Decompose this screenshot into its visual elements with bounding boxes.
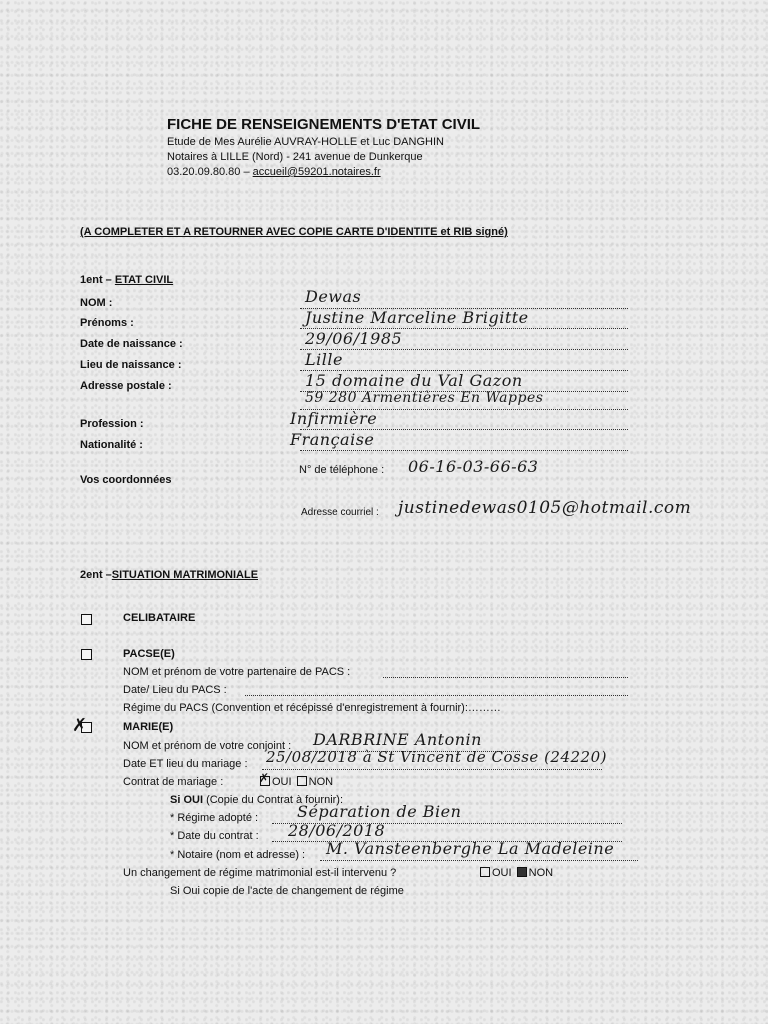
- adresse-value-line2[interactable]: 59 280 Armentières En Wappes: [305, 390, 544, 406]
- pacs-date-label: Date/ Lieu du PACS :: [123, 684, 227, 696]
- changement-non-label: NON: [528, 867, 554, 879]
- office-line: Etude de Mes Aurélie AUVRAY-HOLLE et Luc DANGHIN: [167, 136, 444, 148]
- telephone-value[interactable]: 06-16-03-66-63: [408, 457, 539, 476]
- nom-value[interactable]: Dewas: [305, 287, 362, 306]
- office-email-link[interactable]: accueil@59201.notaires.fr: [252, 166, 381, 178]
- telephone-label: N° de téléphone :: [299, 464, 385, 476]
- office-phone: 03.20.09.80.80 –: [167, 166, 250, 178]
- prenoms-label: Prénoms :: [80, 317, 134, 329]
- contrat-non-label: NON: [308, 776, 334, 788]
- changement-oui-checkbox[interactable]: [480, 867, 490, 877]
- pacse-label: PACSE(E): [123, 648, 175, 660]
- date-naissance-label: Date de naissance :: [80, 338, 183, 350]
- marie-label: MARIE(E): [123, 721, 174, 733]
- contrat-options: [259, 771, 334, 788]
- contrat-non-checkbox[interactable]: [297, 776, 307, 786]
- pacs-regime-label: Régime du PACS (Convention et récépissé d'enregistrement à fournir):………: [123, 702, 501, 714]
- marie-check-mark: ✗: [72, 715, 88, 736]
- date-contrat-label: * Date du contrat :: [170, 830, 259, 842]
- coordonnees-label: Vos coordonnées: [80, 474, 172, 486]
- courriel-label: Adresse courriel :: [301, 507, 379, 518]
- contrat-oui-checkbox[interactable]: ✗: [259, 771, 270, 785]
- notaire-label: * Notaire (nom et adresse) :: [170, 849, 306, 861]
- conjoint-value[interactable]: DARBRINE Antonin: [313, 730, 482, 749]
- pacse-checkbox[interactable]: [81, 649, 92, 660]
- lieu-naissance-value[interactable]: Lille: [305, 350, 343, 369]
- pacs-partner-label: NOM et prénom de votre partenaire de PACS :: [123, 666, 351, 678]
- contact-line: [167, 166, 381, 178]
- contrat-oui-label: OUI: [272, 776, 292, 788]
- section2-heading: 2ent –SITUATION MATRIMONIALE: [80, 569, 259, 581]
- nom-label: NOM :: [80, 297, 113, 309]
- page-title: FICHE DE RENSEIGNEMENTS D'ETAT CIVIL: [167, 116, 481, 133]
- changement-non-checkbox[interactable]: [517, 867, 527, 877]
- courriel-value[interactable]: justinedewas0105@hotmail.com: [398, 498, 692, 518]
- lieu-naissance-label: Lieu de naissance :: [80, 359, 182, 371]
- changement-options: [480, 867, 553, 879]
- contrat-label: Contrat de mariage :: [123, 776, 224, 788]
- changement-label: Un changement de régime matrimonial est-il intervenu ?: [123, 867, 397, 879]
- address-line: Notaires à LILLE (Nord) - 241 avenue de Dunkerque: [167, 151, 423, 163]
- conjoint-label: NOM et prénom de votre conjoint :: [123, 740, 292, 752]
- changement-note: Si Oui copie de l'acte de changement de régime: [170, 885, 404, 897]
- profession-value[interactable]: Infirmière: [290, 409, 378, 428]
- mariage-date-lieu-label: Date ET lieu du mariage :: [123, 758, 248, 770]
- date-contrat-value[interactable]: 28/06/2018: [288, 821, 386, 840]
- instruction: (A COMPLETER ET A RETOURNER AVEC COPIE CARTE D'IDENTITE et RIB signé): [80, 226, 508, 238]
- notaire-value[interactable]: M. Vansteenberghe La Madeleine: [326, 839, 615, 858]
- nationalite-value[interactable]: Française: [290, 430, 375, 449]
- celibataire-label: CELIBATAIRE: [123, 612, 196, 624]
- regime-value[interactable]: Séparation de Bien: [297, 802, 462, 821]
- celibataire-checkbox[interactable]: [81, 614, 92, 625]
- nationalite-label: Nationalité :: [80, 439, 143, 451]
- section1-heading: 1ent – ETAT CIVIL: [80, 274, 174, 286]
- changement-oui-label: OUI: [492, 867, 512, 879]
- profession-label: Profession :: [80, 418, 144, 430]
- regime-label: * Régime adopté :: [170, 812, 259, 824]
- adresse-value-line1[interactable]: 15 domaine du Val Gazon: [305, 371, 523, 390]
- prenoms-value[interactable]: Justine Marceline Brigitte: [305, 308, 529, 327]
- adresse-label: Adresse postale :: [80, 380, 172, 392]
- si-oui-line: Si OUI (Copie du Contrat à fournir):: [170, 794, 344, 806]
- mariage-date-lieu-value[interactable]: 25/08/2018 à St Vincent de Cosse (24220): [266, 748, 607, 766]
- date-naissance-value[interactable]: 29/06/1985: [305, 329, 403, 348]
